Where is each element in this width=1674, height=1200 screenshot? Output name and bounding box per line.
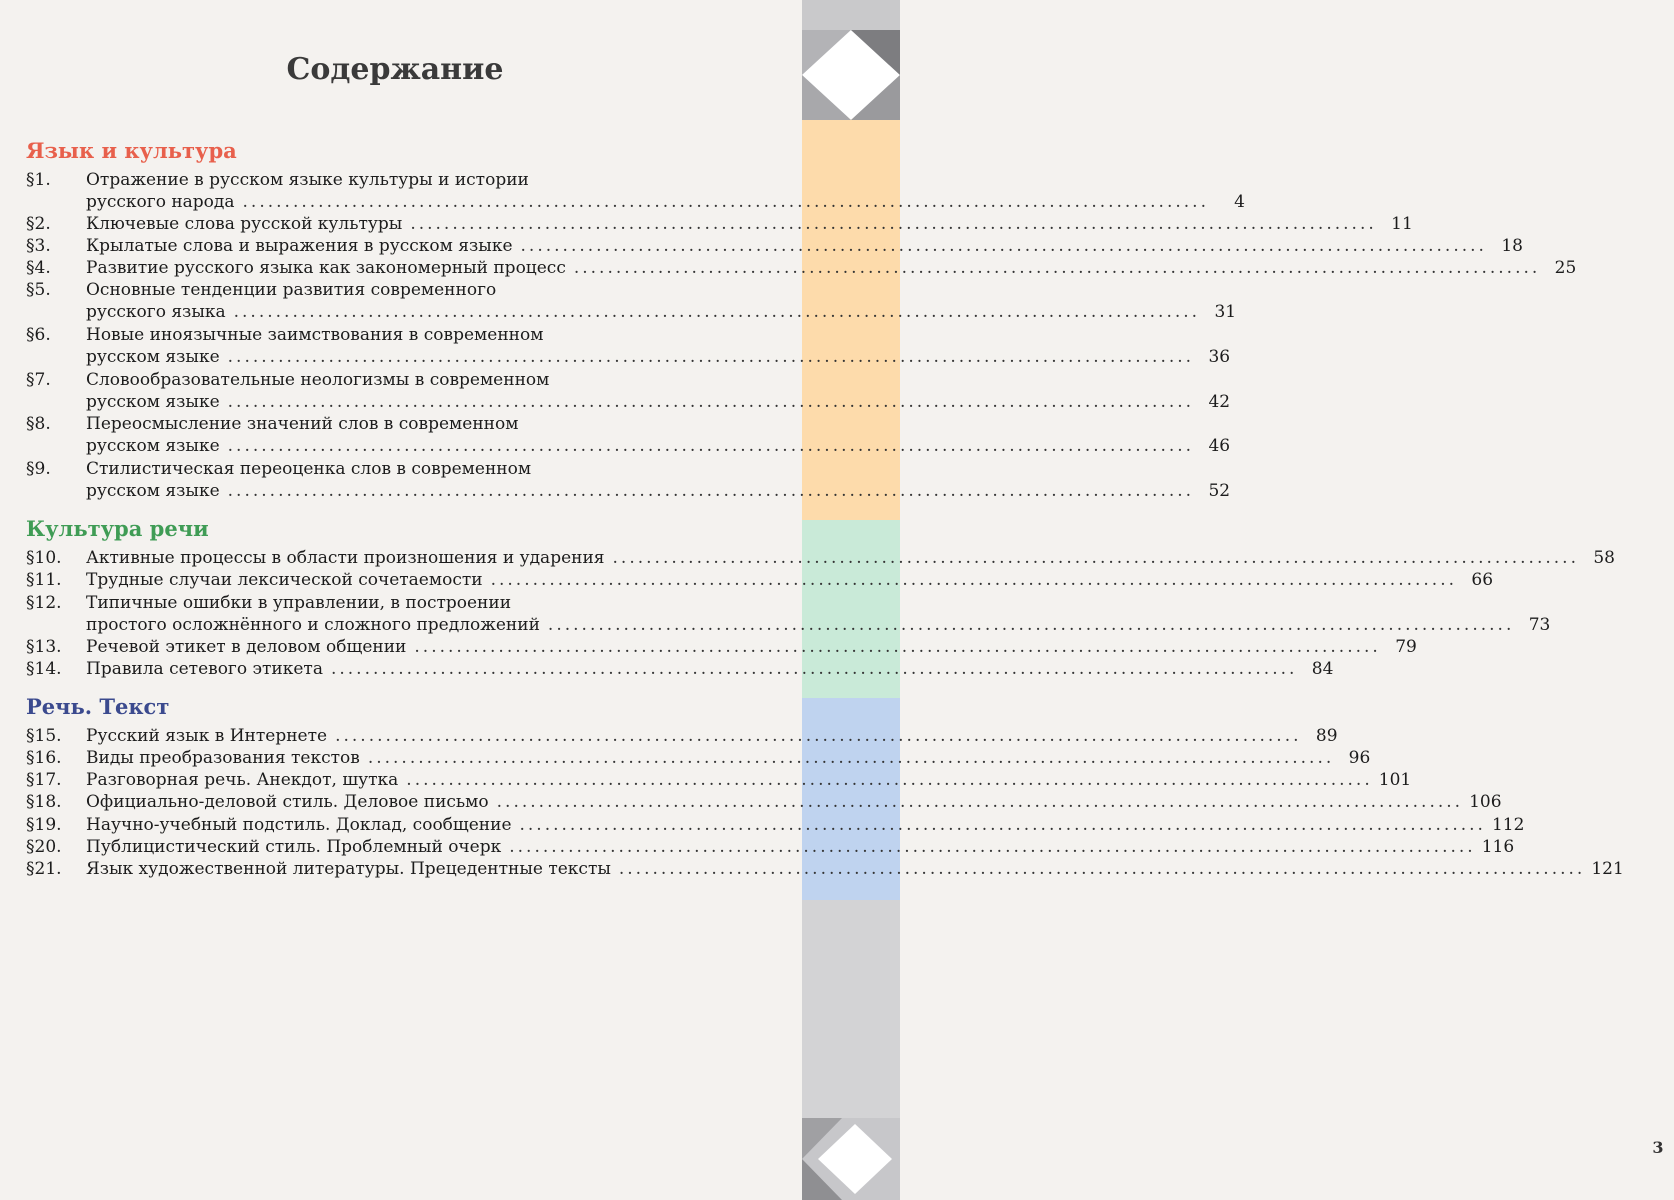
entry-title-line: Крылатые слова и выражения в русском языке [86, 236, 513, 256]
entry-page: 58 [1593, 548, 1615, 568]
dot-leader: ................................................................................................................... [367, 748, 1335, 768]
entry-title-line: Отражение в русском языке культуры и истории [86, 170, 529, 190]
entry-page: 84 [1311, 659, 1334, 679]
diamond-ornament-icon [802, 30, 900, 120]
entry-page: 121 [1591, 859, 1624, 879]
page-number-diamond-icon [802, 1118, 900, 1200]
entry-title-line: русского языка [86, 302, 226, 322]
dot-leader: ................................................................................................................... [509, 837, 1476, 857]
entry-number: §1. [26, 170, 51, 190]
entry-number: §8. [26, 414, 51, 434]
entry-page: 66 [1471, 570, 1494, 590]
entry-number: §17. [26, 770, 62, 790]
dot-leader: ................................................................................................................... [496, 792, 1464, 812]
entry-title-line: Разговорная речь. Анекдот, шутка [86, 770, 399, 790]
entry-number: §4. [26, 258, 51, 278]
page-number: 3 [1652, 1138, 1664, 1157]
dot-leader: ................................................................................................................... [233, 302, 1201, 322]
entry-title-line: Активные процессы в области произношения и ударения [86, 548, 605, 568]
entry-number: §9. [26, 459, 51, 479]
entry-number: §7. [26, 370, 51, 390]
dot-leader: ................................................................................................................... [227, 347, 1195, 367]
entry-number: §3. [26, 236, 51, 256]
entry-page: 31 [1214, 302, 1237, 322]
entry-number: §19. [26, 815, 62, 835]
entry-page: 36 [1208, 347, 1231, 367]
section-heading-1[interactable]: Язык и культура [26, 138, 237, 163]
entry-title-line: Типичные ошибки в управлении, в построении [86, 593, 512, 613]
section-heading-2[interactable]: Культура речи [26, 516, 209, 541]
entry-page: 18 [1501, 236, 1523, 256]
entry-number: §14. [26, 659, 62, 679]
entry-title-line: простого осложнённого и сложного предложений [86, 615, 540, 635]
entry-title-line: Правила сетевого этикета [86, 659, 323, 679]
dot-leader: ................................................................................................................... [335, 726, 1302, 746]
dot-leader: ................................................................................................................... [573, 258, 1541, 278]
entry-page: 42 [1208, 392, 1231, 412]
page-title: Содержание [286, 52, 504, 87]
entry-title-line: Развитие русского языка как закономерный процесс [86, 258, 566, 278]
entry-title-line: Трудные случаи лексической сочетаемости [86, 570, 483, 590]
dot-leader: ................................................................................................................... [547, 615, 1515, 635]
entry-page: 4 [1234, 192, 1245, 212]
entry-title-line: Стилистическая переоценка слов в современном [86, 459, 532, 479]
dot-leader: ................................................................................................................... [406, 770, 1373, 790]
entry-number: §20. [26, 837, 62, 857]
entry-title-line: Официально-деловой стиль. Деловое письмо [86, 792, 489, 812]
entry-title-line: Научно-учебный подстиль. Доклад, сообщение [86, 815, 512, 835]
dot-leader: ................................................................................................................... [330, 659, 1298, 679]
entry-number: §18. [26, 792, 62, 812]
section-heading-3[interactable]: Речь. Текст [26, 694, 170, 719]
dot-leader: ................................................................................................................... [519, 815, 1486, 835]
dot-leader: ................................................................................................................... [618, 859, 1586, 879]
entry-page: 79 [1395, 637, 1417, 657]
entry-title-line: русском языке [86, 347, 220, 367]
entry-title-line: русском языке [86, 392, 220, 412]
entry-title-line: русском языке [86, 436, 220, 456]
entry-number: §5. [26, 280, 51, 300]
entry-title-line: Виды преобразования текстов [86, 748, 360, 768]
entry-page: 89 [1315, 726, 1338, 746]
entry-number: §10. [26, 548, 62, 568]
entry-page: 73 [1528, 615, 1551, 635]
entry-title-line: Словообразовательные неологизмы в современном [86, 370, 550, 390]
dot-leader: ................................................................................................................... [612, 548, 1579, 568]
entry-title-line: русском языке [86, 481, 220, 501]
entry-title-line: Язык художественной литературы. Прецедентные тексты [86, 859, 611, 879]
dot-leader: ................................................................................................................... [227, 481, 1195, 501]
entry-number: §16. [26, 748, 62, 768]
dot-leader: ................................................................................................................... [414, 637, 1381, 657]
entry-number: §11. [26, 570, 62, 590]
entry-number: §12. [26, 593, 62, 613]
entry-number: §15. [26, 726, 62, 746]
dot-leader: ................................................................................................................... [520, 236, 1487, 256]
entry-page: 106 [1469, 792, 1502, 812]
dot-leader: ................................................................................................................... [227, 392, 1195, 412]
entry-page: 116 [1481, 837, 1515, 857]
entry-title-line: Публицистический стиль. Проблемный очерк [86, 837, 502, 857]
entry-title-line: Переосмысление значений слов в современном [86, 414, 519, 434]
dot-leader: ................................................................................................................... [242, 192, 1209, 212]
entry-title-line: русского народа [86, 192, 235, 212]
entry-page: 96 [1348, 748, 1371, 768]
entry-title-line: Ключевые слова русской культуры [86, 214, 403, 234]
entry-page: 46 [1208, 436, 1231, 456]
entry-page: 11 [1391, 214, 1413, 234]
dot-leader: ................................................................................................................... [227, 436, 1195, 456]
entry-number: §2. [26, 214, 51, 234]
entry-title-line: Речевой этикет в деловом общении [86, 637, 407, 657]
entry-number: §13. [26, 637, 62, 657]
entry-page: 112 [1491, 815, 1525, 835]
dot-leader: ................................................................................................................... [490, 570, 1458, 590]
entry-page: 101 [1378, 770, 1412, 790]
dot-leader: ................................................................................................................... [410, 214, 1377, 234]
entry-title-line: Основные тенденции развития современного [86, 280, 497, 300]
entry-number: §21. [26, 859, 62, 879]
entry-title-line: Новые иноязычные заимствования в современном [86, 325, 544, 345]
entry-number: §6. [26, 325, 51, 345]
entry-page: 52 [1208, 481, 1231, 501]
entry-page: 25 [1554, 258, 1577, 278]
entry-title-line: Русский язык в Интернете [86, 726, 328, 746]
